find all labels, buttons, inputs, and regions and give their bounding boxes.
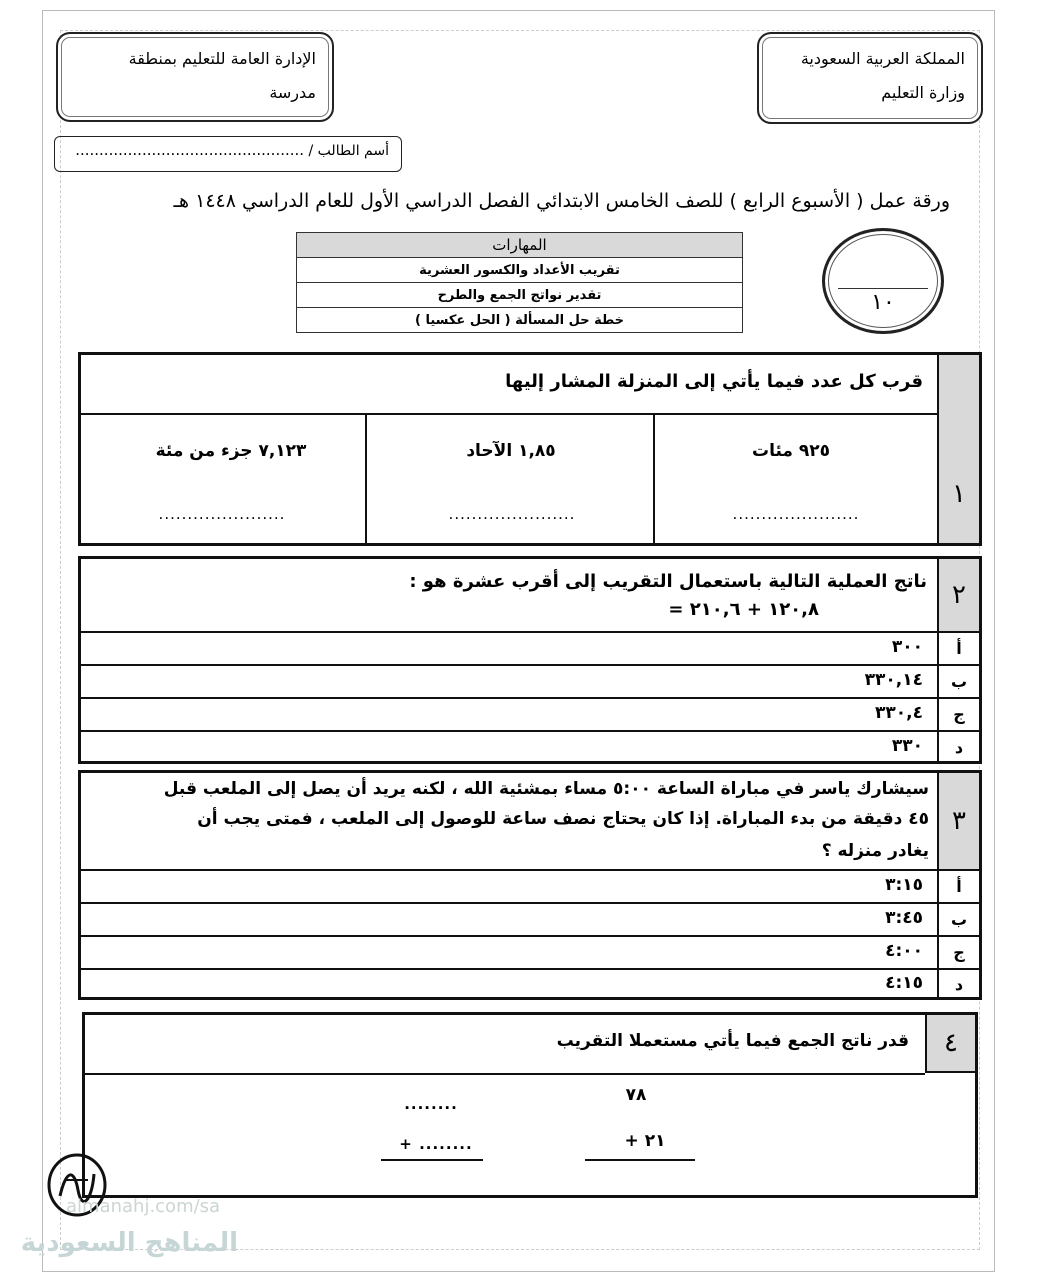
divider — [85, 1073, 925, 1075]
skills-heading: المهارات — [297, 233, 743, 258]
option-value[interactable]: ٤:١٥ — [885, 973, 923, 993]
question-3-line1: سيشارك ياسر في مباراة الساعة ٥:٠٠ مساء بمشئية الله ، لكنه يريد أن يصل إلى الملعب قبل — [163, 779, 929, 799]
question-2-expression: ١٢٠,٨ + ٢١٠,٦ = — [668, 599, 819, 620]
option-letter: ج — [937, 699, 979, 730]
question-4-text: قدر ناتج الجمع فيما يأتي مستعملا التقريب — [556, 1031, 909, 1051]
option-row-c — [81, 935, 979, 968]
estimate-top[interactable]: ........ — [404, 1095, 458, 1113]
skill-item: خطة حل المسألة ( الحل عكسيا ) — [297, 308, 743, 333]
q1-answer-blank[interactable]: ...................... — [732, 505, 860, 523]
option-row-c — [81, 697, 979, 730]
column-divider — [365, 413, 367, 543]
q1-item: ٧,١٢٣ جزء من مئة — [155, 441, 307, 461]
skills-table — [296, 232, 743, 333]
addend-bottom: ٢١ + — [624, 1131, 666, 1151]
header-school-box — [56, 32, 334, 122]
divider — [81, 413, 939, 415]
option-value[interactable]: ٣٣٠ — [891, 736, 923, 756]
q1-item: ١,٨٥ الآحاد — [466, 441, 556, 461]
question-3 — [78, 770, 982, 1000]
student-name-box — [54, 136, 402, 172]
question-1-text: قرب كل عدد فيما يأتي إلى المنزلة المشار إليها — [505, 371, 923, 392]
estimate-bottom[interactable]: ........ + — [399, 1135, 473, 1153]
question-4 — [82, 1012, 978, 1198]
question-number — [937, 773, 979, 869]
watermark-text: المناهج السعودية — [20, 1228, 238, 1258]
q1-item: ٩٢٥ مئات — [752, 441, 830, 461]
option-row-a — [81, 869, 979, 902]
addend-top: ٧٨ — [625, 1085, 647, 1105]
question-3-line3: يغادر منزله ؟ — [821, 841, 929, 861]
option-letter: أ — [937, 633, 979, 664]
worksheet-title: ورقة عمل ( الأسبوع الرابع ) للصف الخامس الابتدائي الفصل الدراسي الأول للعام الدراسي ١٤٤٨ هـ — [173, 190, 950, 212]
score-line — [838, 288, 928, 289]
q1-answer-blank[interactable]: ...................... — [158, 505, 286, 523]
question-1 — [78, 352, 982, 546]
option-value[interactable]: ٣٠٠ — [891, 637, 923, 657]
option-value[interactable]: ٣:٤٥ — [885, 908, 923, 928]
question-1-number: ١ — [952, 479, 966, 509]
question-number — [937, 355, 979, 543]
column-divider — [653, 413, 655, 543]
question-3-line2: ٤٥ دقيقة من بدء المباراة. إذا كان يحتاج نصف ساعة للوصول إلى الملعب ، فمتى يجب أن — [197, 809, 929, 829]
student-label: أسم الطالب / — [308, 143, 389, 159]
estimate-sum-line — [381, 1159, 483, 1161]
score-circle — [822, 228, 944, 334]
q1-answer-blank[interactable]: ...................... — [448, 505, 576, 523]
option-row-a — [81, 631, 979, 664]
option-letter: أ — [937, 871, 979, 902]
ministry-name: وزارة التعليم — [881, 83, 965, 102]
question-4-number: ٤ — [944, 1028, 958, 1058]
question-number — [937, 559, 979, 631]
option-letter: ب — [937, 904, 979, 935]
header-ministry-box — [757, 32, 983, 124]
score-value: ١٠ — [871, 290, 895, 315]
option-letter: د — [937, 970, 979, 999]
question-2-text: ناتج العملية التالية باستعمال التقريب إلى أقرب عشرة هو : — [409, 571, 927, 592]
watermark-url: almanahj.com/sa — [66, 1196, 221, 1217]
option-value[interactable]: ٣٣٠,٤ — [875, 703, 923, 723]
school-label: مدرسة — [269, 83, 316, 102]
option-letter: ج — [937, 937, 979, 968]
sum-line — [585, 1159, 695, 1161]
option-row-d — [81, 968, 979, 997]
option-value[interactable]: ٤:٠٠ — [885, 941, 923, 961]
option-value[interactable]: ٣٣٠,١٤ — [864, 670, 923, 690]
country-name: المملكة العربية السعودية — [800, 49, 965, 68]
student-name-input[interactable]: ................................................ — [75, 141, 305, 159]
option-row-b — [81, 664, 979, 697]
education-admin: الإدارة العامة للتعليم بمنطقة — [128, 49, 316, 68]
skill-item: تقدير نواتج الجمع والطرح — [297, 283, 743, 308]
option-letter: ب — [937, 666, 979, 697]
option-row-d — [81, 730, 979, 761]
question-2 — [78, 556, 982, 764]
option-row-b — [81, 902, 979, 935]
question-2-number: ٢ — [952, 580, 966, 610]
question-number — [925, 1015, 975, 1073]
question-3-number: ٣ — [952, 806, 966, 836]
option-letter: د — [937, 732, 979, 763]
skill-item: تقريب الأعداد والكسور العشرية — [297, 258, 743, 283]
option-value[interactable]: ٣:١٥ — [885, 875, 923, 895]
